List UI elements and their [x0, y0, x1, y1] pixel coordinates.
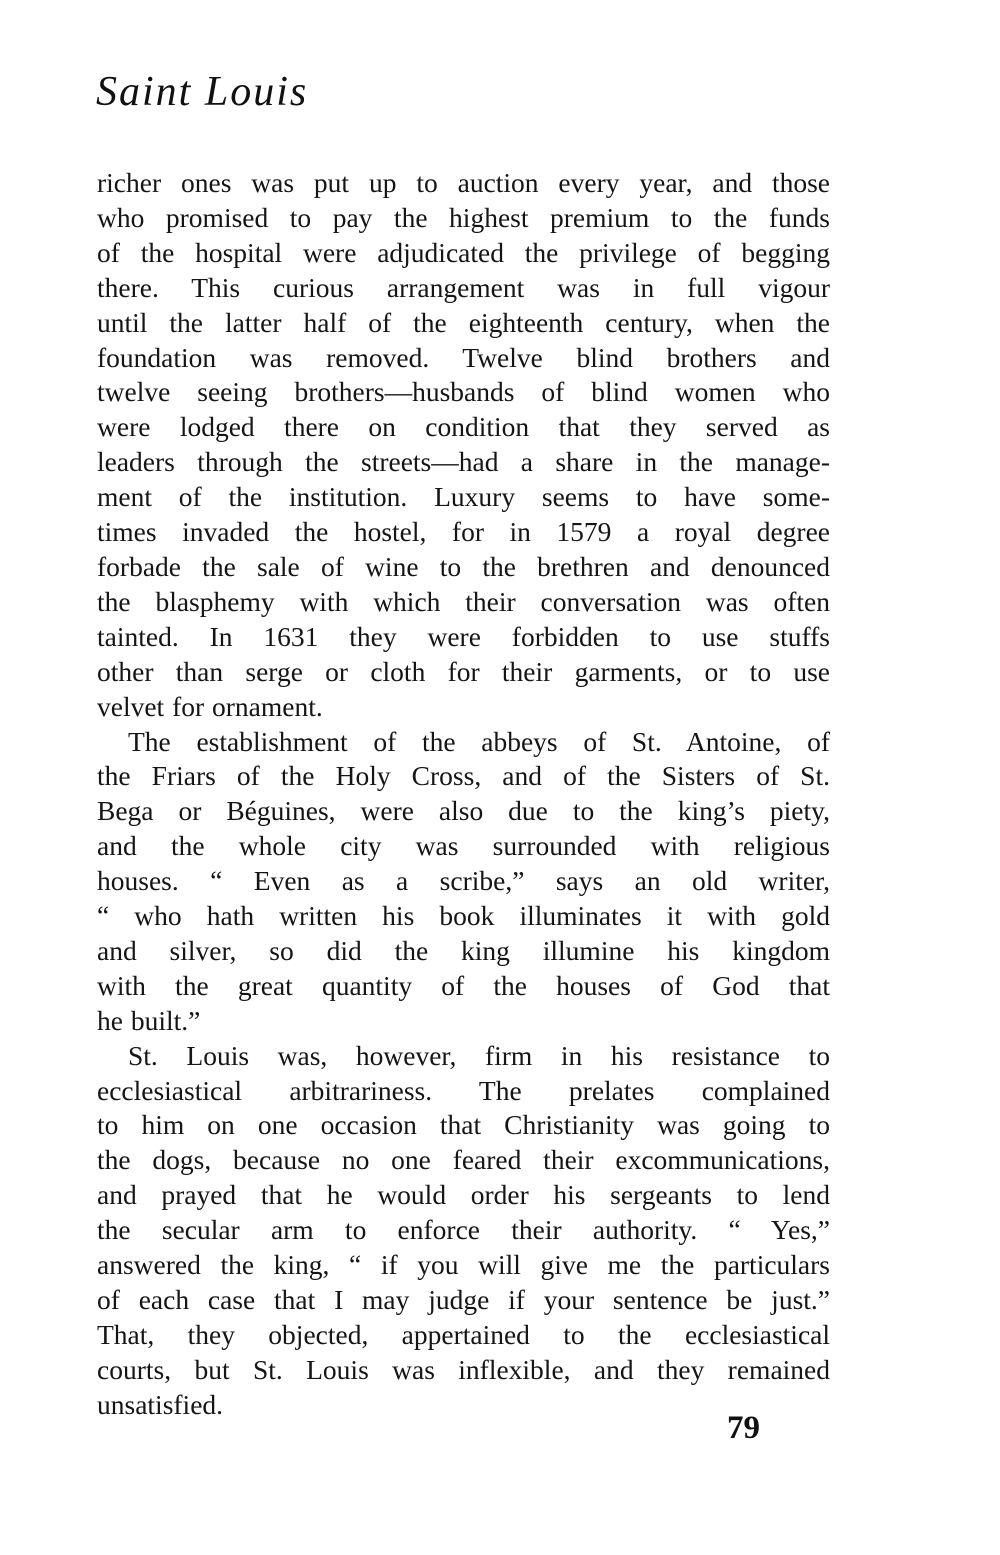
text-line: answered the king, “ if you will give me the particulars — [97, 1249, 830, 1281]
text-line: other than serge or cloth for their garments, or to use — [97, 655, 830, 687]
text-line: with the great quantity of the houses of God that — [97, 969, 830, 1001]
text-line: times invaded the hostel, for in 1579 a royal degree — [97, 516, 830, 548]
text-line: St. Louis was, however, firm in his resistance to — [128, 1039, 830, 1071]
text-line: and silver, so did the king illumine his kingdom — [97, 934, 830, 966]
text-line: the blasphemy with which their conversation was often — [97, 585, 830, 617]
text-line: foundation was removed. Twelve blind brothers and — [97, 341, 830, 373]
text-line: tainted. In 1631 they were forbidden to use stuffs — [97, 620, 830, 652]
text-line: to him on one occasion that Christianity was going to — [97, 1109, 830, 1141]
text-line: he built.” — [97, 1004, 201, 1036]
text-line: twelve seeing brothers—husbands of blind women who — [97, 376, 830, 408]
text-line: and the whole city was surrounded with religious — [97, 830, 830, 862]
text-line: the dogs, because no one feared their excommunications, — [97, 1144, 830, 1176]
text-line: of each case that I may judge if your sentence be just.” — [97, 1284, 830, 1315]
text-line: Bega or Béguines, were also due to the king’s piety, — [97, 795, 830, 827]
page-number: 79 — [727, 1410, 760, 1446]
text-line: The establishment of the abbeys of St. Antoine, of — [128, 725, 830, 757]
text-line: who promised to pay the highest premium to the funds — [97, 201, 830, 233]
paragraph — [97, 1039, 830, 1423]
paragraph — [97, 166, 830, 725]
text-line: courts, but St. Louis was inflexible, and they remained — [97, 1353, 830, 1385]
text-line: leaders through the streets—had a share in the manage- — [97, 446, 830, 478]
text-line: forbade the sale of wine to the brethren and denounced — [97, 550, 830, 582]
text-line: houses. “ Even as a scribe,” says an old writer, — [97, 865, 830, 897]
text-line: unsatisfied. — [97, 1388, 224, 1420]
text-line: “ who hath written his book illuminates it with gold — [97, 900, 830, 932]
text-line: there. This curious arrangement was in full vigour — [97, 271, 830, 303]
page-title: Saint Louis — [96, 69, 309, 115]
text-line: of the hospital were adjudicated the privilege of begging — [97, 236, 830, 268]
paragraph — [97, 725, 830, 1039]
text-line: That, they objected, appertained to the ecclesiastical — [97, 1318, 830, 1350]
text-line: and prayed that he would order his sergeants to lend — [97, 1179, 830, 1211]
text-line: until the latter half of the eighteenth century, when the — [97, 306, 830, 338]
text-line: the Friars of the Holy Cross, and of the Sisters of St. — [97, 760, 830, 792]
text-line: ecclesiastical arbitrariness. The prelates complained — [97, 1074, 830, 1106]
text-line: ment of the institution. Luxury seems to have some- — [97, 481, 830, 513]
text-line: richer ones was put up to auction every year, and those — [97, 167, 830, 198]
text-line: velvet for ornament. — [97, 690, 323, 722]
body-text — [97, 166, 830, 1423]
text-line: were lodged there on condition that they served as — [97, 411, 830, 443]
text-line: the secular arm to enforce their authority. “ Yes,” — [97, 1214, 830, 1246]
